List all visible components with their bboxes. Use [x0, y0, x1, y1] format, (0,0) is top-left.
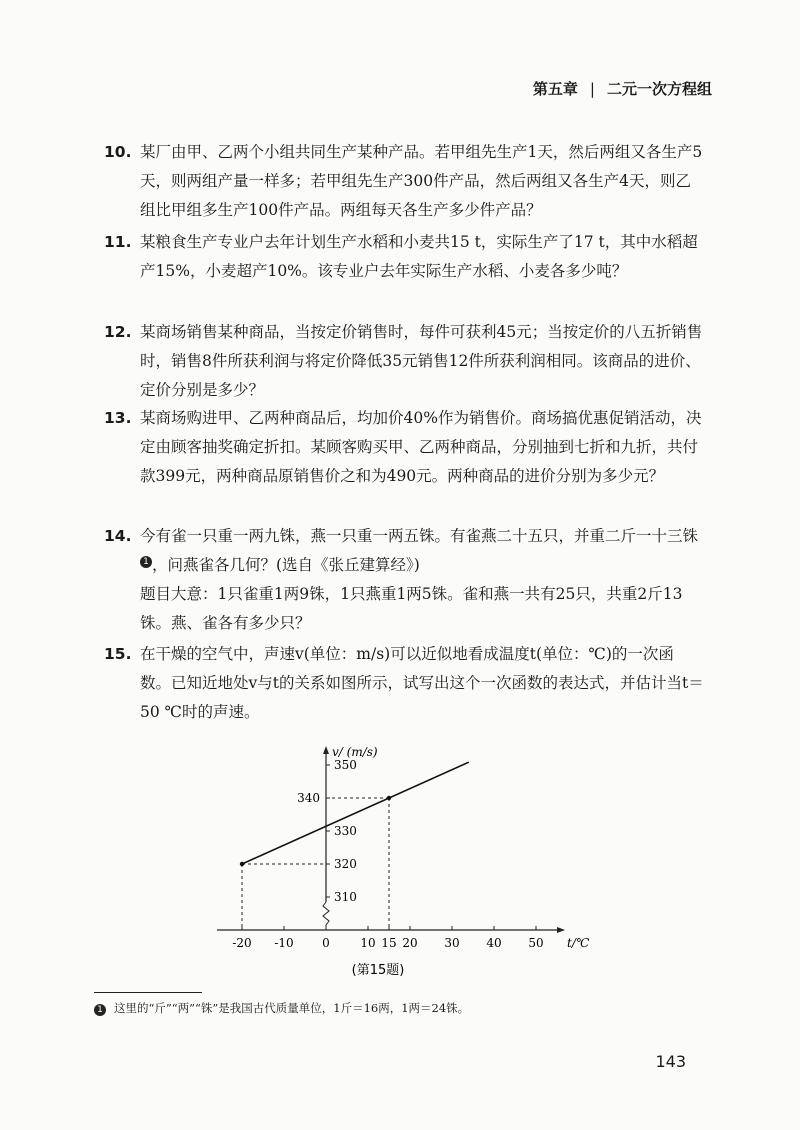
problem-number: 13.: [104, 409, 132, 427]
data-point: [240, 862, 244, 866]
footnote-ref-mark: 1: [140, 556, 152, 568]
problem-number: 12.: [104, 323, 132, 341]
problem-text: 某粮食生产专业户去年计划生产水稻和小麦共15 t，实际生产了17 t，其中水稻超产15%，小麦超产10%。该专业户去年实际生产水稻、小麦各多少吨？: [140, 233, 698, 280]
x-tick-label: 50: [528, 936, 544, 950]
header-separator: |: [589, 80, 595, 98]
figure-caption: (第15题): [351, 963, 405, 978]
chapter-label: 第五章: [532, 80, 578, 98]
footnote-text: 这里的“斤”“两”“铢”是我国古代质量单位，1斤＝16两，1两＝24铢。: [114, 1001, 470, 1015]
y-axis-arrow: [323, 746, 329, 754]
footnote: [94, 1000, 469, 1016]
problem-number: 14.: [104, 527, 132, 545]
page-number: 143: [655, 1052, 686, 1071]
x-tick-label: -10: [274, 936, 294, 950]
x-axis-arrow: [557, 927, 565, 933]
problem-text: [140, 522, 704, 580]
figure-15: [218, 742, 590, 982]
problem-14: [104, 522, 704, 638]
line-series: [242, 762, 469, 864]
y-tick-label: 310: [334, 890, 357, 904]
x-axis-label: t/℃: [567, 936, 590, 950]
chapter-header: [533, 78, 712, 99]
problem-translation: 题目大意：1只雀重1两9铢，1只燕重1两5铢。雀和燕一共有25只，共重2斤13铢。燕、雀各有多少只？: [140, 585, 683, 632]
data-point: [387, 796, 391, 800]
problem-text-part-b: ，问燕雀各几何？(选自《张丘建算经》): [152, 556, 420, 574]
footnote-divider: [94, 992, 202, 993]
problem-12: [104, 318, 704, 405]
x-tick-label: 20: [402, 936, 418, 950]
problem-number: 15.: [104, 645, 132, 663]
y-tick-label: 320: [334, 857, 357, 871]
chapter-title: 二元一次方程组: [606, 80, 712, 98]
problem-number: 10.: [104, 143, 132, 161]
y-tick-label: 350: [334, 758, 357, 772]
problem-15: [104, 640, 704, 727]
problem-text-part-a: 今有雀一只重一两九铢，燕一只重一两五铢。有雀燕二十五只，并重二斤一十三铢: [140, 527, 699, 545]
problem-text: 某商场销售某种商品，当按定价销售时，每件可获利45元；当按定价的八五折销售时，销售8件所获利润与将定价降低35元销售12件所获利润相同。该商品的进价、定价分别是多少？: [140, 323, 703, 399]
x-tick-label: -20: [232, 936, 252, 950]
x-tick-label: 10: [360, 936, 376, 950]
problem-text: 某商场购进甲、乙两种商品后，均加价40%作为销售价。商场搞优惠促销活动，决定由顾客抽奖确定折扣。某顾客购买甲、乙两种商品，分别抽到七折和九折，共付款399元，两种商品原销售价之和为490元。两种商品的进价分别为多少元？: [140, 409, 702, 485]
problem-11: [104, 228, 704, 286]
problem-10: [104, 138, 704, 225]
line-chart: [218, 742, 590, 982]
problem-number: 11.: [104, 233, 132, 251]
y-axis-label: v/ (m/s): [332, 745, 378, 759]
problem-text: 某厂由甲、乙两个小组共同生产某种产品。若甲组先生产1天，然后两组又各生产5天，则两组产量一样多；若甲组先生产300件产品，然后两组又各生产4天，则乙组比甲组多生产100件产品。两组每天各生产多少件产品？: [140, 143, 703, 219]
problem-13: [104, 404, 704, 491]
y-tick-label: 330: [334, 824, 357, 838]
x-tick-label: 0: [322, 936, 330, 950]
x-tick-label: 40: [486, 936, 502, 950]
x-tick-label: 15: [381, 936, 397, 950]
x-tick-label: 30: [444, 936, 460, 950]
y-tick-label: 340: [297, 791, 320, 805]
footnote-mark: 1: [94, 1004, 106, 1016]
y-axis-break: [323, 902, 329, 930]
problem-text: 在干燥的空气中，声速v(单位：m/s)可以近似地看成温度t(单位：℃)的一次函数。已知近地处v与t的关系如图所示，试写出这个一次函数的表达式，并估计当t＝50 ℃时的声速。: [140, 645, 704, 721]
